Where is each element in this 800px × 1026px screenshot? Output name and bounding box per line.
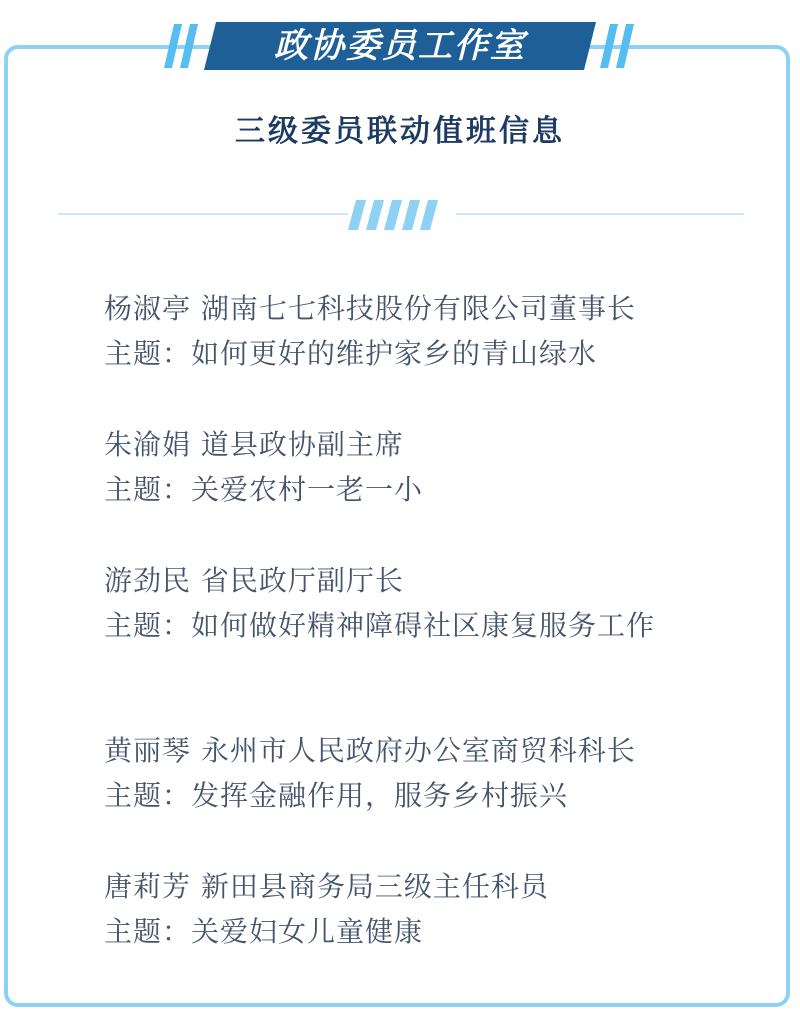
list-item	[104, 864, 724, 954]
header-banner	[164, 16, 636, 76]
list-item	[104, 422, 724, 512]
content-frame	[4, 45, 790, 1007]
topic-line: 主题：如何做好精神障碍社区康复服务工作	[104, 609, 656, 642]
topic-line: 主题：发挥金融作用，服务乡村振兴	[104, 779, 569, 812]
person-line: 杨淑亭 湖南七七科技股份有限公司董事长	[104, 292, 636, 325]
divider-line-left	[58, 213, 348, 215]
topic-line: 主题：关爱妇女儿童健康	[104, 915, 424, 948]
list-item	[104, 558, 724, 648]
topic-line: 主题：关爱农村一老一小	[104, 473, 424, 506]
list-item	[104, 286, 724, 376]
topic-line: 主题：如何更好的维护家乡的青山绿水	[104, 337, 598, 370]
person-line: 朱渝娟 道县政协副主席	[104, 428, 404, 461]
list-item	[104, 728, 724, 818]
divider-line-right	[456, 213, 744, 215]
person-line: 唐莉芳 新田县商务局三级主任科员	[104, 870, 549, 903]
person-line: 游劲民 省民政厅副厅长	[104, 564, 404, 597]
page-subtitle: 三级委员联动值班信息	[235, 114, 565, 149]
banner-title: 政协委员工作室	[274, 26, 526, 66]
divider-stripes-icon	[346, 200, 456, 230]
person-line: 黄丽琴 永州市人民政府办公室商贸科科长	[104, 734, 636, 767]
